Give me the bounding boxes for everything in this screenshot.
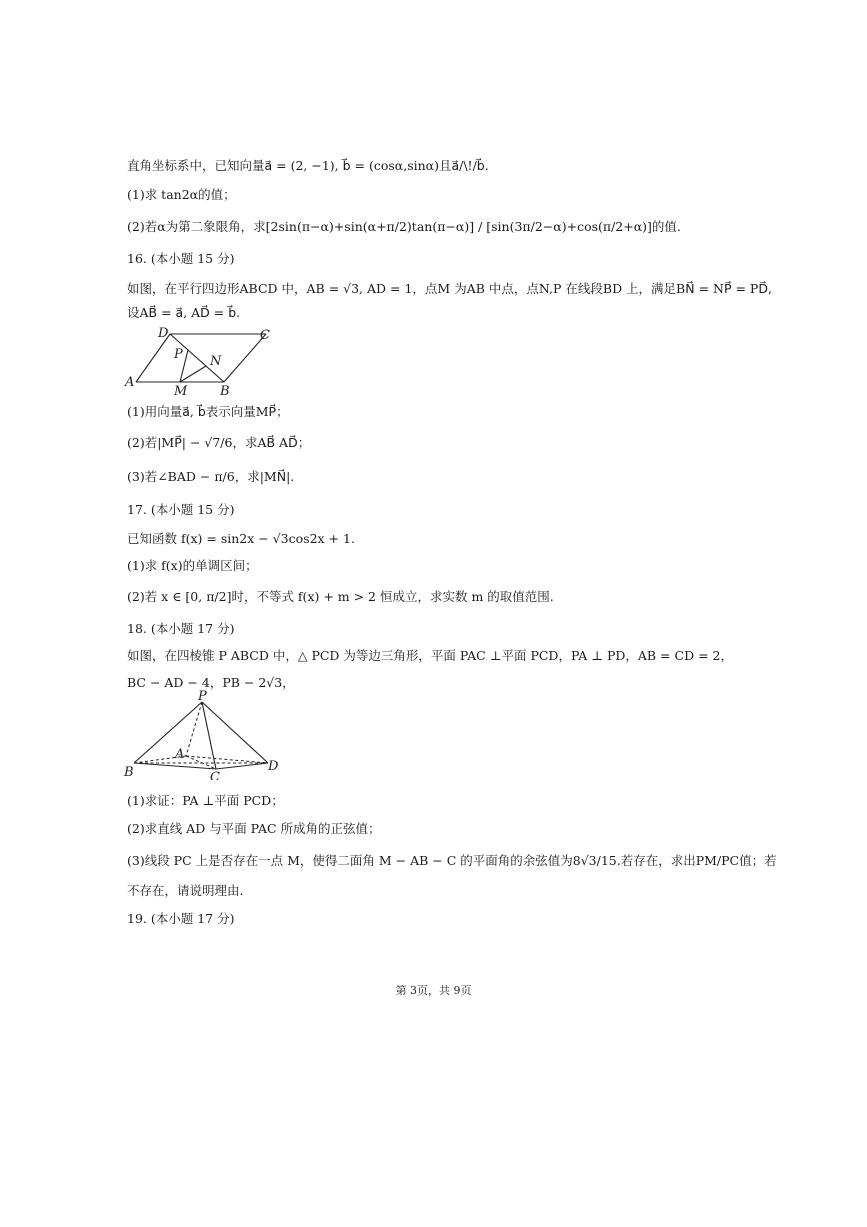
- section-18-heading: 18. (本小题 17 分): [127, 621, 235, 636]
- section-19-heading: 19. (本小题 17 分): [127, 911, 235, 926]
- text-line-8: (2)若|MP⃗| − √7/6，求AB⃗ AD⃗；: [127, 435, 311, 450]
- edge-pc: [202, 702, 216, 769]
- section-16-heading: 16. (本小题 15 分): [127, 251, 235, 266]
- label-b-base: B: [124, 765, 134, 780]
- text-line-13: (2)若 x ∈ [0, π/2]时，不等式 f(x) + m > 2 恒成立，求实数 m 的取值范围.: [127, 589, 554, 604]
- text-line-5: 如图，在平行四边形ABCD 中，AB = √3, AD = 1，点M 为AB 中点，点N,P 在线段BD 上，满足BN⃗ = NP⃗ = PD⃗,: [127, 281, 772, 296]
- label-a-base: A: [175, 747, 185, 762]
- label-b: B: [220, 384, 230, 397]
- label-n: N: [210, 354, 222, 369]
- text-line-7: (1)用向量a⃗, b⃗表示向量MP⃗；: [127, 404, 289, 419]
- text-line-11: 已知函数 f(x) = sin2x − √3cos2x + 1.: [127, 531, 355, 546]
- page-footer: 第 3页，共 9页: [395, 984, 472, 997]
- label-d: D: [158, 326, 169, 341]
- section-17-heading: 17. (本小题 15 分): [127, 502, 235, 517]
- label-d-base: D: [268, 759, 279, 774]
- label-c-base: C: [210, 770, 220, 780]
- edge-ad: [136, 334, 170, 382]
- label-p: P: [174, 347, 183, 362]
- pyramid-figure: [120, 690, 285, 780]
- text-line-15: 如图，在四棱锥 P ABCD 中，△ PCD 为等边三角形，平面 PAC ⊥平面 PCD，PA ⊥ PD，AB = CD = 2，: [127, 648, 733, 663]
- text-line-19: (3)线段 PC 上是否存在一点 M，使得二面角 M − AB − C 的平面角的余弦值为8√3/15.若存在，求出PM/PC值；若: [127, 853, 777, 868]
- text-line-18: (2)求直线 AD 与平面 PAC 所成角的正弦值；: [127, 821, 381, 836]
- text-line-3: (2)若α为第二象限角，求[2sin(π−α)+sin(α+π/2)tan(π−α)] / [sin(3π/2−α)+cos(π/2+α)]的值.: [127, 219, 681, 234]
- parallelogram-figure: [120, 322, 280, 397]
- edge-pb: [134, 702, 202, 763]
- edge-pd: [202, 702, 268, 763]
- label-c: C: [260, 328, 270, 343]
- text-line-17: (1)求证：PA ⊥平面 PCD；: [127, 793, 284, 808]
- label-p-apex: P: [198, 690, 207, 704]
- edge-cd: [216, 763, 268, 769]
- edge-ad-hidden: [186, 756, 268, 763]
- label-m: M: [174, 384, 188, 397]
- text-line-16: BC − AD − 4，PB − 2√3，: [127, 675, 295, 690]
- text-line-6: 设AB⃗ = a⃗, AD⃗ = b⃗.: [127, 305, 241, 320]
- text-line-9: (3)若∠BAD − π/6，求|MN⃗|.: [127, 469, 295, 484]
- edge-pa-hidden: [186, 702, 202, 756]
- text-line-2: (1)求 tan2α的值；: [127, 187, 236, 202]
- text-line-20: 不存在，请说明理由.: [127, 883, 244, 898]
- text-line-12: (1)求 f(x)的单调区间；: [127, 558, 258, 573]
- label-a: A: [125, 375, 135, 390]
- text-line-1: 直角坐标系中，已知向量a⃗ = (2, −1), b⃗ = (cosα,sinα)且a⃗/\!/b⃗.: [127, 158, 489, 173]
